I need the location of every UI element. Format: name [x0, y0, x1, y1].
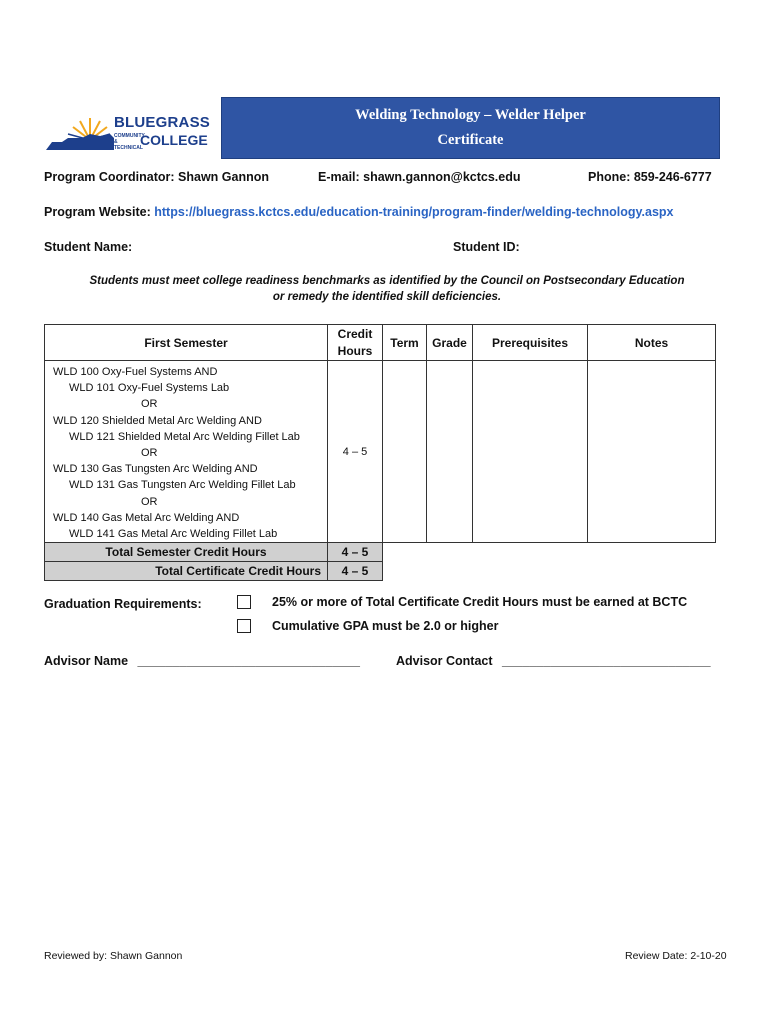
kentucky-sunburst-icon: [44, 112, 114, 152]
header-credit-line2: Hours: [337, 343, 373, 358]
logo-text-college: COLLEGE: [140, 132, 208, 148]
notes-cell[interactable]: [588, 361, 716, 543]
course-item: WLD 121 Shielded Metal Arc Welding Fillet Lab: [69, 430, 300, 443]
total-certificate-row: [45, 562, 716, 581]
course-or: OR: [141, 398, 158, 411]
header-term: Term: [383, 325, 427, 361]
coordinator-email: E-mail: shawn.gannon@kctcs.edu: [318, 170, 521, 184]
course-credit-hours: 4 – 5: [328, 361, 383, 543]
course-item: WLD 141 Gas Metal Arc Welding Fillet Lab: [69, 528, 278, 541]
advisor-contact-label: Advisor Contact: [396, 654, 493, 668]
total-semester-value: 4 – 5: [328, 543, 383, 562]
course-or: OR: [141, 447, 158, 460]
readiness-notice-line1: Students must meet college readiness benchmarks as identified by the Council on Postsecondary Education: [89, 275, 685, 287]
total-semester-row: [45, 543, 716, 562]
reviewed-by: Reviewed by: Shawn Gannon: [44, 950, 183, 962]
course-item: WLD 101 Oxy-Fuel Systems Lab: [69, 382, 230, 395]
course-item: WLD 130 Gas Tungsten Arc Welding AND: [53, 463, 258, 476]
header-notes: Notes: [588, 325, 716, 361]
header-credit-line1: Credit: [337, 326, 373, 341]
advisor-name-line: ________________________________: [137, 654, 361, 668]
total-semester-label: Total Semester Credit Hours: [45, 543, 328, 562]
program-website-link[interactable]: https://bluegrass.kctcs.edu/education-training/program-finder/welding-technology.aspx: [154, 205, 674, 219]
course-list: [45, 361, 328, 543]
grade-cell[interactable]: [427, 361, 473, 543]
course-item: WLD 120 Shielded Metal Arc Welding AND: [53, 414, 262, 427]
course-or: OR: [141, 495, 158, 508]
readiness-notice-line2: or remedy the identified skill deficiencies.: [272, 291, 502, 303]
requirement-2-text: Cumulative GPA must be 2.0 or higher: [272, 619, 499, 633]
requirement-2-checkbox[interactable]: [237, 619, 251, 633]
program-website-label: Program Website:: [44, 205, 151, 219]
advisor-name-label: Advisor Name: [44, 654, 129, 668]
header-credit-hours: [328, 325, 383, 361]
student-name-label: Student Name:: [44, 240, 133, 254]
program-website: [44, 205, 674, 219]
prerequisites-cell[interactable]: [473, 361, 588, 543]
coordinator-phone: Phone: 859-246-6777: [588, 170, 712, 184]
college-logo: [44, 110, 220, 156]
advisor-contact-field[interactable]: [396, 654, 711, 668]
course-item: WLD 131 Gas Tungsten Arc Welding Fillet Lab: [69, 479, 296, 492]
advisor-contact-line: ______________________________: [502, 654, 711, 668]
program-title: Welding Technology – Welder Helper: [355, 107, 586, 123]
total-certificate-value: 4 – 5: [328, 562, 383, 581]
table-header-row: [45, 325, 716, 361]
title-banner: [221, 97, 720, 159]
header-first-semester: First Semester: [45, 325, 328, 361]
course-item: WLD 100 Oxy-Fuel Systems AND: [53, 366, 218, 378]
total-certificate-label: Total Certificate Credit Hours: [45, 562, 328, 581]
requirement-1-checkbox[interactable]: [237, 595, 251, 609]
advisor-name-field[interactable]: [44, 654, 360, 668]
requirement-1-text: 25% or more of Total Certificate Credit Hours must be earned at BCTC: [272, 595, 688, 609]
review-date: Review Date: 2-10-20: [625, 950, 727, 962]
course-table: [44, 324, 716, 581]
program-coordinator: Program Coordinator: Shawn Gannon: [44, 170, 270, 184]
program-subtitle: Certificate: [437, 132, 504, 148]
logo-text-community: COMMUNITY & TECHNICAL: [114, 133, 145, 151]
term-cell[interactable]: [383, 361, 427, 543]
course-item: WLD 140 Gas Metal Arc Welding AND: [53, 511, 240, 524]
header-prerequisites: Prerequisites: [473, 325, 588, 361]
graduation-requirements-label: Graduation Requirements:: [44, 597, 202, 611]
header-grade: Grade: [427, 325, 473, 361]
readiness-notice: [44, 273, 730, 305]
table-row: [45, 361, 716, 543]
logo-text-bluegrass: BLUEGRASS: [114, 114, 210, 131]
student-id-label: Student ID:: [453, 240, 520, 254]
